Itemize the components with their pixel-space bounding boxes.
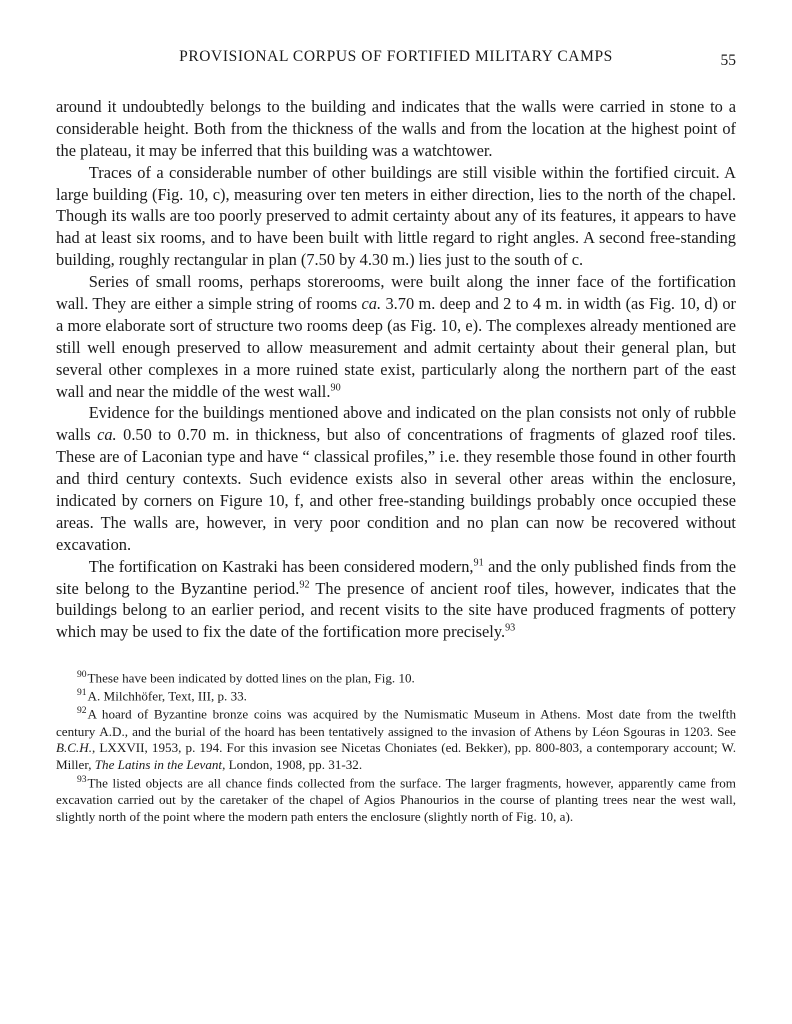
- footnote-text-93: The listed objects are all chance finds collected from the surface. The larger fragments, however, apparently came from excavation carried out by the caretaker of the chapel of Agios Phanourios in the course of planting trees near the west wall, slightly north of the point where the modern path enters the enclosure (slightly north of Fig. 10, a).: [56, 775, 736, 824]
- footnote-text-92-a: A hoard of Byzantine bronze coins was acquired by the Numismatic Museum in Athens. Most date from the twelfth century: [56, 706, 736, 739]
- footnote-text-90: These have been indicated by dotted lines on the plan, Fig. 10.: [87, 670, 415, 686]
- footnote-text-92-b: , and the burial of the hoard has been tentatively assigned to the invasion of Athens by Léon Sgouras in 1203. See: [124, 723, 736, 739]
- running-head: [56, 48, 736, 70]
- footnotes-section: [56, 669, 736, 825]
- paragraph-2: Traces of a considerable number of other buildings are still visible within the fortified circuit. A large building (Fig. 10, c), measuring over ten meters in either direction, lies to the north of the chapel. Though its walls are too poorly preserved to admit certainty about any of its features, it appears to have had at least six rooms, and to have been built with little regard to right angles. A second free-standing building, roughly rectangular in plan (7.50 by 4.30 m.) lies just to the south of c.: [56, 162, 736, 270]
- footnote-ref-92[interactable]: 92: [299, 579, 310, 591]
- footnote-text-92-smallcaps: A.D.: [99, 723, 125, 739]
- paragraph-1: around it undoubtedly belongs to the building and indicates that the walls were carried in stone to a considerable height. Both from the thickness of the walls and from the location at the highest point of the plateau, it may be inferred that this building was a watchtower.: [56, 97, 736, 160]
- paragraph-3-text: Series of small rooms, perhaps storerooms, were built along the inner face of the fortification wall. They are either a simple string of rooms ca. 3.70 m. deep and 2 to 4 m. in width (as Fig. 10, d) or a more elaborate sort of structure two rooms deep (as Fig. 10, e). The complexes already mentioned are still well enough preserved to allow measurement and admit certainty about their general plan, but several other complexes in a more ruined state exist, particularly along the northern part of the east wall and near the middle of the west wall.: [56, 272, 736, 401]
- footnote-text-92-d: , London, 1908, pp. 31-32.: [222, 757, 363, 773]
- footnote-number-91: 91: [76, 687, 87, 699]
- footnote-92: [56, 705, 736, 773]
- footnote-text-92-journal: B.C.H.: [56, 740, 93, 756]
- footnote-93: [56, 774, 736, 826]
- footnote-ref-90[interactable]: 90: [330, 382, 341, 394]
- footnote-text-91: A. Milchhöfer, Text, III, p. 33.: [87, 688, 247, 704]
- footnote-number-93: 93: [76, 773, 87, 785]
- footnote-ref-93[interactable]: 93: [505, 622, 516, 634]
- footnote-text-92-c: , LXXVII, 1953, p. 194. For this invasion see Nicetas Choniates (ed. Bekker), pp. 800-803, a contemporary account; W. Miller,: [56, 740, 736, 773]
- footnote-90: [56, 669, 736, 687]
- footnote-text-92-booktitle: The Latins in the Levant: [94, 757, 223, 773]
- footnote-91: [56, 687, 736, 705]
- body-text: [56, 96, 736, 643]
- paragraph-5: [56, 556, 736, 644]
- page-number: 55: [720, 52, 736, 69]
- page-title: PROVISIONAL CORPUS OF FORTIFIED MILITARY CAMPS: [179, 48, 613, 65]
- paragraph-4: Evidence for the buildings mentioned above and indicated on the plan consists not only of rubble walls ca. 0.50 to 0.70 m. in thickness, but also of concentrations of fragments of glazed roof tiles. These are of Laconian type and have “ classical profiles,” i.e. they resemble those found in other fourth and third century contexts. Such evidence exists also in several other areas within the enclosure, indicated by corners on Figure 10, f, and other free-standing buildings probably once occupied these areas. The walls are, however, in very poor condition and no plan can now be recovered without excavation.: [56, 403, 736, 554]
- footnote-ref-91[interactable]: 91: [473, 557, 484, 569]
- paragraph-5-text: The fortification on Kastraki has been considered modern,$^{91}$ and the only published finds from the site belong to the Byzantine period.$^{92}$ The presence of ancient roof tiles, however, indicates that the buildings belong to an earlier period, and recent visits to the site have produced fragments of pottery which may be used to fix the date of the fortification more precisely.: [56, 556, 736, 642]
- footnote-number-90: 90: [76, 669, 87, 681]
- footnote-number-92: 92: [76, 705, 87, 717]
- paragraph-3: [56, 271, 736, 402]
